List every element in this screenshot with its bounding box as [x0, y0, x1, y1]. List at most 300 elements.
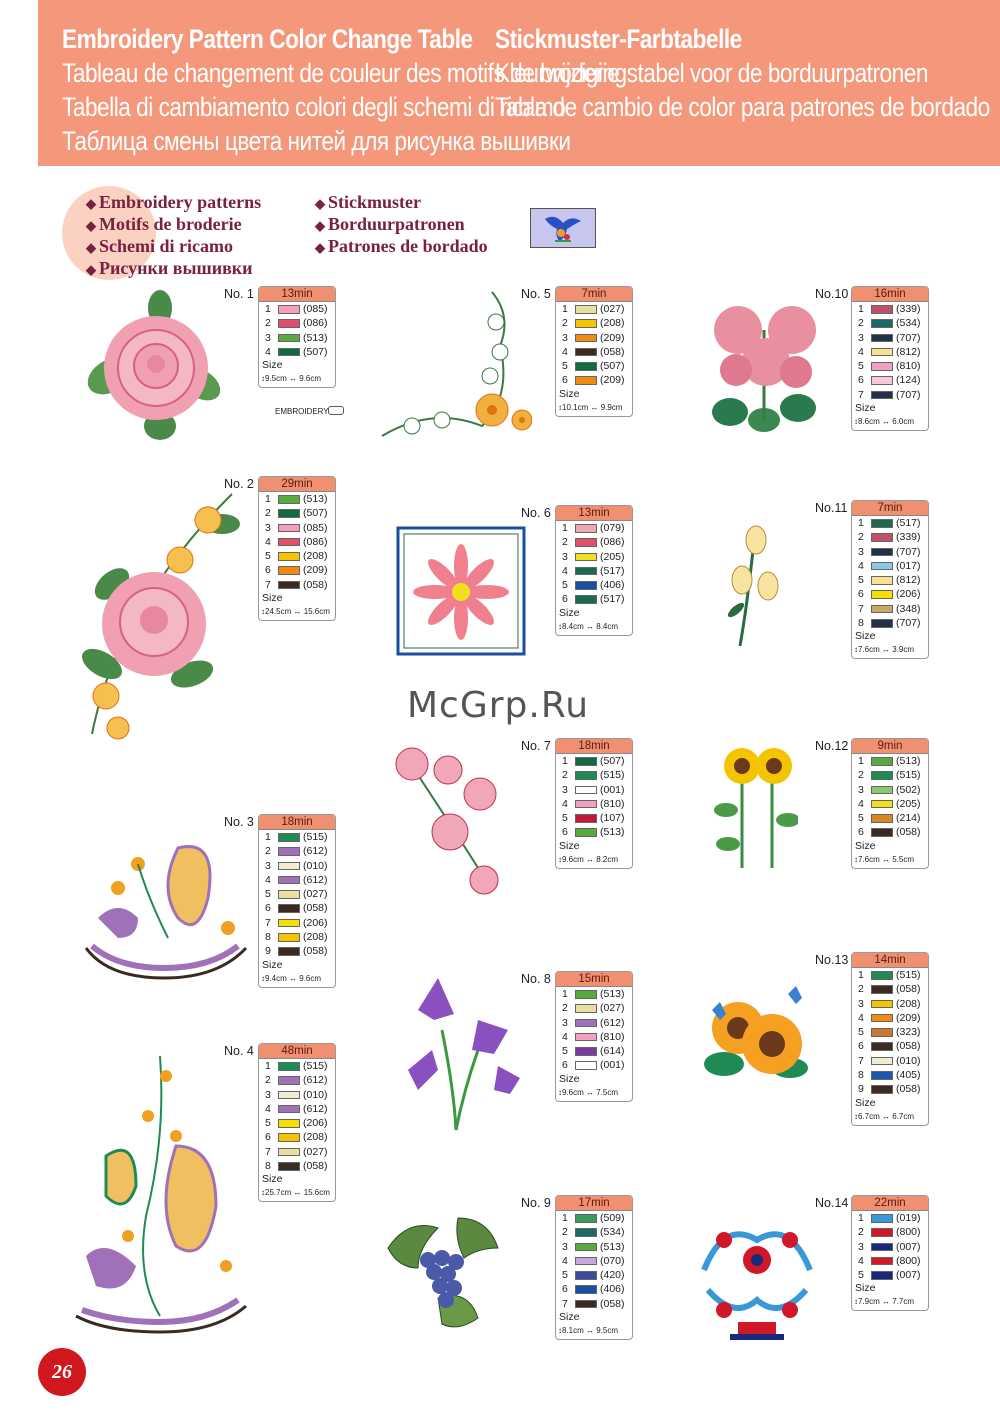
color-row — [852, 1254, 928, 1268]
color-row — [852, 1211, 928, 1225]
color-index: 5 — [265, 888, 271, 901]
color-index: 2 — [562, 769, 568, 782]
color-swatch — [871, 348, 893, 357]
color-index: 2 — [265, 845, 271, 858]
color-code: (058) — [303, 902, 328, 915]
size-horizontal: 7.5cm — [596, 1087, 619, 1097]
color-swatch — [575, 553, 597, 562]
horizontal-arrow-icon: ↔ — [583, 1087, 597, 1097]
color-code: (812) — [896, 574, 921, 587]
color-code: (208) — [600, 317, 625, 330]
size-label: Size — [559, 1311, 580, 1324]
size-value — [556, 1086, 632, 1101]
horizontal-arrow-icon: ↔ — [583, 1326, 597, 1336]
color-code: (612) — [600, 1016, 625, 1029]
color-swatch — [278, 876, 300, 885]
stitch-time: 7min — [852, 501, 928, 516]
daisy-square-embroidery-image — [392, 522, 530, 662]
color-swatch — [278, 1105, 300, 1114]
horizontal-arrow-icon: ↔ — [879, 645, 893, 655]
color-index: 4 — [265, 345, 271, 358]
color-row — [259, 1088, 335, 1102]
color-code: (707) — [896, 545, 921, 558]
color-card — [258, 476, 336, 621]
color-index: 5 — [265, 550, 271, 563]
color-card — [258, 286, 336, 388]
color-card — [258, 814, 336, 988]
color-row — [852, 516, 928, 530]
color-row — [852, 545, 928, 559]
color-swatch — [575, 567, 597, 576]
color-row — [259, 1159, 335, 1173]
color-swatch — [871, 985, 893, 994]
size-horizontal: 6.7cm — [892, 1111, 915, 1121]
size-vertical: 7.6cm — [858, 645, 880, 655]
vertical-arrow-icon: ↕ — [558, 402, 562, 412]
color-swatch — [871, 1014, 893, 1023]
size-vertical: 7.6cm — [858, 854, 880, 864]
color-index: 2 — [858, 531, 864, 544]
color-index: 3 — [858, 783, 864, 796]
stitch-time: 16min — [852, 287, 928, 302]
color-card — [851, 1195, 929, 1311]
size-horizontal: 9.5cm — [596, 1326, 619, 1336]
color-row — [259, 1145, 335, 1159]
color-row — [852, 1011, 928, 1025]
color-code: (086) — [303, 535, 328, 548]
horizontal-arrow-icon: ↔ — [583, 621, 597, 631]
color-code: (513) — [600, 826, 625, 839]
vertical-arrow-icon: ↕ — [854, 1111, 858, 1121]
color-swatch — [575, 1243, 597, 1252]
color-swatch — [575, 524, 597, 533]
color-row — [852, 1068, 928, 1082]
size-horizontal: 6.0cm — [892, 417, 915, 427]
color-row — [556, 1282, 632, 1296]
color-swatch — [575, 1004, 597, 1013]
pattern-number: No. 4 — [224, 1044, 254, 1058]
horizontal-arrow-icon: ↔ — [291, 607, 304, 617]
color-index: 1 — [562, 522, 568, 534]
color-index: 2 — [562, 1002, 568, 1015]
geranium-embroidery-image — [706, 290, 826, 440]
color-swatch — [278, 334, 300, 343]
color-swatch — [575, 1019, 597, 1028]
color-code: (205) — [896, 797, 921, 810]
color-code: (513) — [600, 1240, 625, 1253]
thread-spool-icon — [328, 406, 344, 415]
color-swatch — [278, 305, 300, 314]
color-index: 6 — [858, 826, 864, 839]
color-card — [555, 505, 633, 636]
color-index: 8 — [265, 1160, 271, 1173]
color-index: 1 — [562, 988, 568, 1000]
horizontal-arrow-icon: ↔ — [879, 1297, 893, 1307]
color-swatch — [278, 552, 300, 561]
color-index: 2 — [562, 536, 568, 549]
color-row — [556, 1254, 632, 1268]
pattern-number: No.10 — [815, 287, 849, 301]
pattern-number: No. 7 — [521, 739, 551, 753]
color-code: (515) — [896, 969, 921, 981]
rose-embroidery-image — [80, 286, 228, 446]
color-swatch — [871, 576, 893, 585]
pattern-number: No. 8 — [521, 972, 551, 986]
color-index: 7 — [858, 1054, 864, 1067]
title-italian: Tabella di cambiamento colori degli schemi di ricamo — [62, 92, 566, 122]
color-swatch — [871, 1271, 893, 1280]
color-index: 4 — [858, 1011, 864, 1024]
color-code: (209) — [600, 374, 625, 387]
color-row — [259, 944, 335, 958]
color-index: 5 — [858, 360, 864, 373]
color-code: (507) — [303, 345, 328, 358]
color-card — [555, 971, 633, 1102]
color-swatch — [575, 319, 597, 328]
color-index: 3 — [562, 331, 568, 344]
color-index: 4 — [265, 873, 271, 886]
diamond-icon: ◆ — [86, 218, 96, 233]
color-code: (348) — [896, 602, 921, 615]
color-row — [556, 987, 632, 1001]
color-index: 2 — [858, 317, 864, 330]
color-row — [556, 783, 632, 797]
size-label: Size — [559, 1072, 580, 1085]
color-row — [556, 345, 632, 359]
color-row — [852, 754, 928, 768]
color-swatch — [575, 1033, 597, 1042]
color-row — [852, 1268, 928, 1282]
color-index: 1 — [562, 1212, 568, 1224]
color-row — [556, 1044, 632, 1058]
stitch-time: 22min — [852, 1196, 928, 1211]
color-row — [556, 331, 632, 345]
color-code: (058) — [600, 345, 625, 358]
color-index: 5 — [265, 1117, 271, 1130]
title-german: Stickmuster-Farbtabelle — [495, 24, 742, 54]
size-horizontal: 9.9cm — [600, 402, 623, 412]
color-row — [556, 535, 632, 549]
size-label: Size — [262, 592, 283, 605]
pattern-number: No. 6 — [521, 506, 551, 520]
orchid-embroidery-image — [388, 740, 520, 900]
color-code: (507) — [303, 507, 328, 520]
color-row — [259, 1102, 335, 1116]
size-horizontal: 3.9cm — [892, 645, 915, 655]
color-code: (214) — [896, 812, 921, 825]
color-index: 1 — [858, 1212, 864, 1224]
diamond-icon: ◆ — [315, 196, 325, 211]
color-swatch — [871, 590, 893, 599]
color-code: (058) — [303, 1160, 328, 1173]
color-row — [259, 930, 335, 944]
color-index: 9 — [858, 1083, 864, 1096]
color-row — [852, 573, 928, 587]
size-value — [556, 401, 632, 416]
color-swatch — [871, 619, 893, 628]
color-index: 7 — [858, 388, 864, 401]
title-spanish: Tabla de cambio de color para patrones de bordado — [495, 92, 990, 122]
color-row — [852, 587, 928, 601]
color-swatch — [871, 757, 893, 766]
size-value — [852, 643, 928, 658]
vertical-arrow-icon: ↕ — [854, 1297, 858, 1307]
color-code: (010) — [896, 1054, 921, 1067]
stitch-time: 14min — [852, 953, 928, 968]
watermark: McGrp.Ru — [407, 685, 590, 726]
color-swatch — [575, 376, 597, 385]
pattern-number: No.14 — [815, 1196, 849, 1210]
color-swatch — [575, 757, 597, 766]
color-swatch — [575, 1257, 597, 1266]
color-index: 3 — [858, 545, 864, 558]
horizontal-arrow-icon: ↔ — [286, 374, 300, 384]
color-row — [852, 1240, 928, 1254]
color-index: 3 — [858, 1240, 864, 1253]
color-index: 2 — [858, 983, 864, 996]
color-index: 9 — [265, 945, 271, 958]
stitch-time: 18min — [556, 739, 632, 754]
color-swatch — [278, 495, 300, 504]
color-code: (010) — [303, 1088, 328, 1101]
color-row — [259, 345, 335, 359]
color-row — [852, 968, 928, 982]
vertical-arrow-icon: ↕ — [854, 417, 858, 427]
color-code: (058) — [303, 945, 328, 958]
diamond-icon: ◆ — [86, 262, 96, 277]
pattern-number: No.12 — [815, 739, 849, 753]
stitch-time: 18min — [259, 815, 335, 830]
pattern-number: No.13 — [815, 953, 849, 967]
color-row — [556, 1058, 632, 1072]
color-code: (515) — [896, 769, 921, 782]
size-vertical: 24.5cm — [265, 607, 292, 617]
color-swatch — [575, 1047, 597, 1056]
color-row — [259, 873, 335, 887]
color-index: 4 — [858, 1254, 864, 1267]
color-swatch — [575, 828, 597, 837]
color-row — [556, 811, 632, 825]
size-vertical: 9.5cm — [265, 374, 287, 384]
color-row — [852, 1039, 928, 1053]
color-swatch — [871, 1042, 893, 1051]
color-row — [259, 844, 335, 858]
color-swatch — [871, 1000, 893, 1009]
color-row — [556, 302, 632, 316]
color-swatch — [278, 566, 300, 575]
color-row — [556, 564, 632, 578]
color-card — [851, 286, 929, 431]
pattern-number: No. 3 — [224, 815, 254, 829]
stitch-time: 48min — [259, 1044, 335, 1059]
vertical-arrow-icon: ↕ — [558, 854, 562, 864]
horizontal-arrow-icon: ↔ — [588, 402, 601, 412]
color-code: (515) — [600, 769, 625, 782]
embroidery-note: EMBROIDERY — [275, 407, 329, 416]
color-swatch — [575, 581, 597, 590]
color-index: 5 — [858, 574, 864, 587]
color-index: 1 — [858, 755, 864, 767]
color-index: 1 — [858, 969, 864, 981]
color-row — [556, 1225, 632, 1239]
color-swatch — [871, 800, 893, 809]
color-index: 1 — [858, 517, 864, 529]
pattern-number: No. 1 — [224, 287, 254, 301]
color-swatch — [575, 1285, 597, 1294]
legend-item: ◆ Рисунки вышивки — [86, 258, 253, 278]
size-vertical: 6.7cm — [858, 1111, 880, 1121]
color-index: 4 — [562, 797, 568, 810]
color-row — [852, 768, 928, 782]
color-code: (534) — [600, 1226, 625, 1239]
color-index: 3 — [562, 1240, 568, 1253]
color-swatch — [871, 376, 893, 385]
color-row — [852, 797, 928, 811]
legend-item: ◆ Borduurpatronen — [315, 214, 465, 234]
color-code: (205) — [600, 550, 625, 563]
color-index: 1 — [265, 493, 271, 505]
horizontal-arrow-icon: ↔ — [879, 1111, 893, 1121]
size-value — [556, 1324, 632, 1339]
color-index: 1 — [858, 303, 864, 315]
color-row — [556, 768, 632, 782]
color-code: (058) — [303, 578, 328, 591]
color-index: 8 — [265, 931, 271, 944]
color-row — [852, 825, 928, 839]
diamond-icon: ◆ — [86, 196, 96, 211]
color-code: (420) — [600, 1269, 625, 1282]
color-swatch — [575, 814, 597, 823]
color-swatch — [871, 1071, 893, 1080]
color-swatch — [575, 1300, 597, 1309]
color-code: (007) — [896, 1269, 921, 1282]
color-index: 6 — [562, 1059, 568, 1072]
color-code: (209) — [896, 1011, 921, 1024]
color-swatch — [871, 1214, 893, 1223]
color-code: (517) — [600, 564, 625, 577]
color-index: 5 — [562, 360, 568, 373]
color-row — [852, 616, 928, 630]
color-code: (058) — [896, 826, 921, 839]
color-row — [556, 578, 632, 592]
size-value — [852, 1110, 928, 1125]
color-code: (515) — [303, 1060, 328, 1072]
color-index: 3 — [562, 550, 568, 563]
color-card — [258, 1043, 336, 1202]
color-code: (079) — [600, 522, 625, 534]
stitch-time: 29min — [259, 477, 335, 492]
color-swatch — [278, 833, 300, 842]
color-code: (507) — [600, 755, 625, 767]
size-label: Size — [855, 839, 876, 852]
color-index: 2 — [562, 1226, 568, 1239]
color-swatch — [871, 786, 893, 795]
color-code: (027) — [600, 303, 625, 315]
color-index: 2 — [858, 1226, 864, 1239]
size-value — [852, 415, 928, 430]
vertical-arrow-icon: ↕ — [261, 607, 265, 617]
color-swatch — [278, 348, 300, 357]
size-horizontal: 9.6cm — [299, 973, 322, 983]
color-swatch — [278, 581, 300, 590]
lily-embroidery-image — [724, 520, 780, 650]
color-row — [852, 982, 928, 996]
color-swatch — [871, 1228, 893, 1237]
color-code: (507) — [600, 360, 625, 373]
color-swatch — [871, 1243, 893, 1252]
color-code: (070) — [600, 1254, 625, 1267]
size-label: Size — [262, 1173, 283, 1186]
color-code: (058) — [896, 983, 921, 996]
color-index: 6 — [858, 588, 864, 601]
color-code: (707) — [896, 388, 921, 401]
color-swatch — [575, 348, 597, 357]
size-value — [852, 853, 928, 868]
color-index: 6 — [562, 374, 568, 387]
color-index: 3 — [858, 997, 864, 1010]
color-row — [852, 783, 928, 797]
color-swatch — [278, 1119, 300, 1128]
color-index: 4 — [562, 1254, 568, 1267]
color-code: (612) — [303, 873, 328, 886]
title-english: Embroidery Pattern Color Change Table — [62, 24, 473, 54]
title-dutch: Kleurwijzigingstabel voor de borduurpatronen — [495, 58, 928, 88]
color-index: 5 — [858, 812, 864, 825]
color-swatch — [575, 786, 597, 795]
size-vertical: 8.1cm — [562, 1326, 584, 1336]
size-value — [259, 972, 335, 987]
color-index: 7 — [265, 1145, 271, 1158]
size-value — [259, 605, 335, 620]
color-swatch — [278, 319, 300, 328]
color-index: 1 — [265, 1060, 271, 1072]
color-row — [556, 1297, 632, 1311]
floral-corner-embroidery-image — [372, 286, 532, 446]
color-code: (124) — [896, 374, 921, 387]
paisley-embroidery-image — [78, 828, 250, 988]
color-index: 3 — [265, 331, 271, 344]
color-index: 4 — [562, 564, 568, 577]
color-code: (339) — [896, 531, 921, 544]
horizontal-arrow-icon: ↔ — [879, 417, 893, 427]
color-swatch — [575, 538, 597, 547]
size-label: Size — [559, 387, 580, 400]
color-code: (001) — [600, 783, 625, 796]
vertical-arrow-icon: ↕ — [854, 645, 858, 655]
size-vertical: 9.6cm — [562, 1087, 584, 1097]
color-swatch — [278, 524, 300, 533]
vertical-arrow-icon: ↕ — [261, 973, 265, 983]
color-swatch — [871, 533, 893, 542]
color-index: 6 — [562, 593, 568, 606]
color-swatch — [871, 519, 893, 528]
pattern-number: No. 2 — [224, 477, 254, 491]
color-index: 3 — [265, 1088, 271, 1101]
stitch-time: 13min — [556, 506, 632, 521]
color-code: (323) — [896, 1026, 921, 1039]
size-vertical: 7.9cm — [858, 1297, 880, 1307]
color-swatch — [575, 362, 597, 371]
color-index: 6 — [265, 564, 271, 577]
color-row — [852, 1025, 928, 1039]
color-swatch — [871, 971, 893, 980]
color-row — [259, 887, 335, 901]
size-label: Size — [559, 606, 580, 619]
color-code: (107) — [600, 812, 625, 825]
color-row — [259, 549, 335, 563]
color-row — [259, 916, 335, 930]
color-index: 8 — [858, 617, 864, 630]
